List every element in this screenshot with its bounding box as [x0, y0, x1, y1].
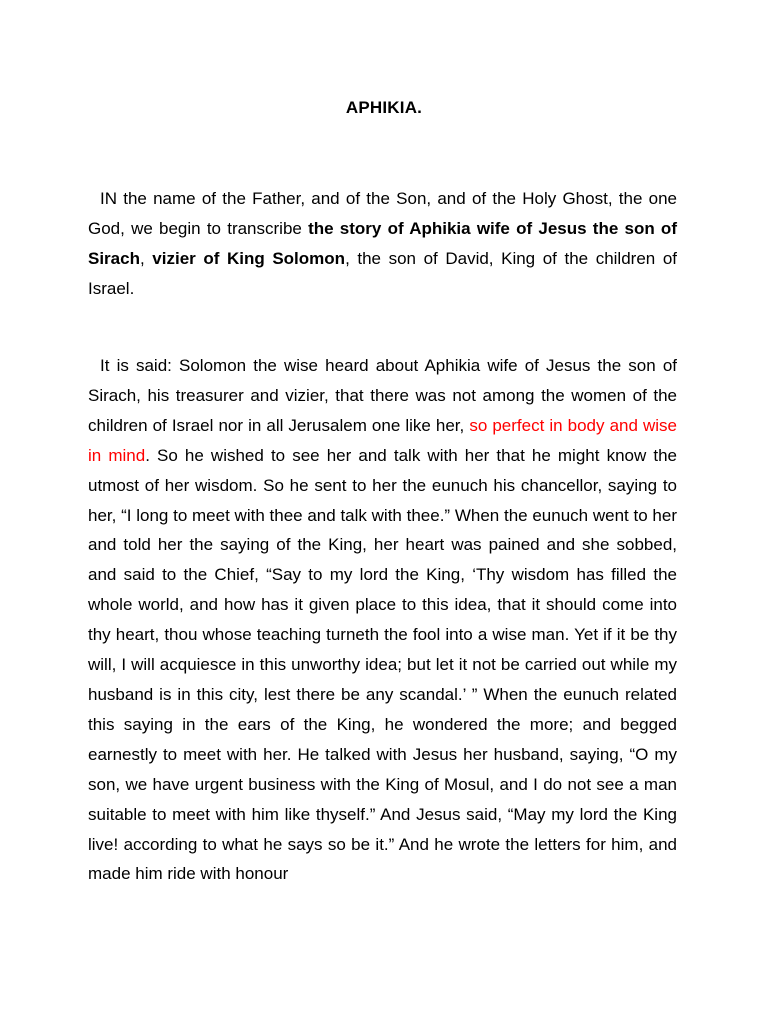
paragraph-1-bold-1: the story of Aphikia wife of Jesus the son of Sirach: [88, 218, 677, 268]
paragraph-1-text-2: ,: [139, 248, 153, 268]
document-title: APHIKIA.: [345, 98, 423, 117]
paragraph-1-text-1: IN the name of the Father, and of the Son, and of the Holy Ghost, the one God, we begin to transcribe: [88, 189, 677, 238]
paragraph-1: [88, 184, 677, 304]
paragraph-1-text-3: , the son of David, King of the children of Israel.: [88, 248, 678, 298]
paragraph-2: [88, 351, 677, 889]
paragraph-1-bold-2: vizier of King Solomon: [152, 248, 346, 268]
paragraph-2-text-2: . So he wished to see her and talk with her that he might know the utmost of her wisdom. So he sent to her the eunuch his chancellor, saying to her, “I long to meet with thee and talk with thee.” When the eunuch went to her and told her the saying of the King, her heart was pained and she sobbed, and said to the Chief, “Say to my lord the King, ‘Thy wisdom has filled the whole world, and how has it given place to this idea, that it should come into thy heart, thou whose teaching turneth the fool into a wise man. Yet if it be thy will, I will acquiesce in this unworthy idea; but let it not be carried out while my husband is in this city, lest there be any scandal.’ ” When the eunuch related this saying in the ears of the King, he wondered the more; and begged earnestly to meet with her. He talked with Jesus her husband, saying, “O my son, we have urgent business with the King of Mosul, and I do not see a man suitable to meet with him like thyself.” And Jesus said, “May my lord the King live! according to what he says so be it.” And he wrote the letters for him, and made him ride with honour: [88, 445, 677, 884]
paragraph-2-text-1: It is said: Solomon the wise heard about Aphikia wife of Jesus the son of Sirach, his treasurer and vizier, that there was not among the women of the children of Israel nor in all Jerusalem one like her,: [88, 356, 677, 435]
paragraph-2-highlight: so perfect in body and wise in mind: [88, 415, 677, 465]
